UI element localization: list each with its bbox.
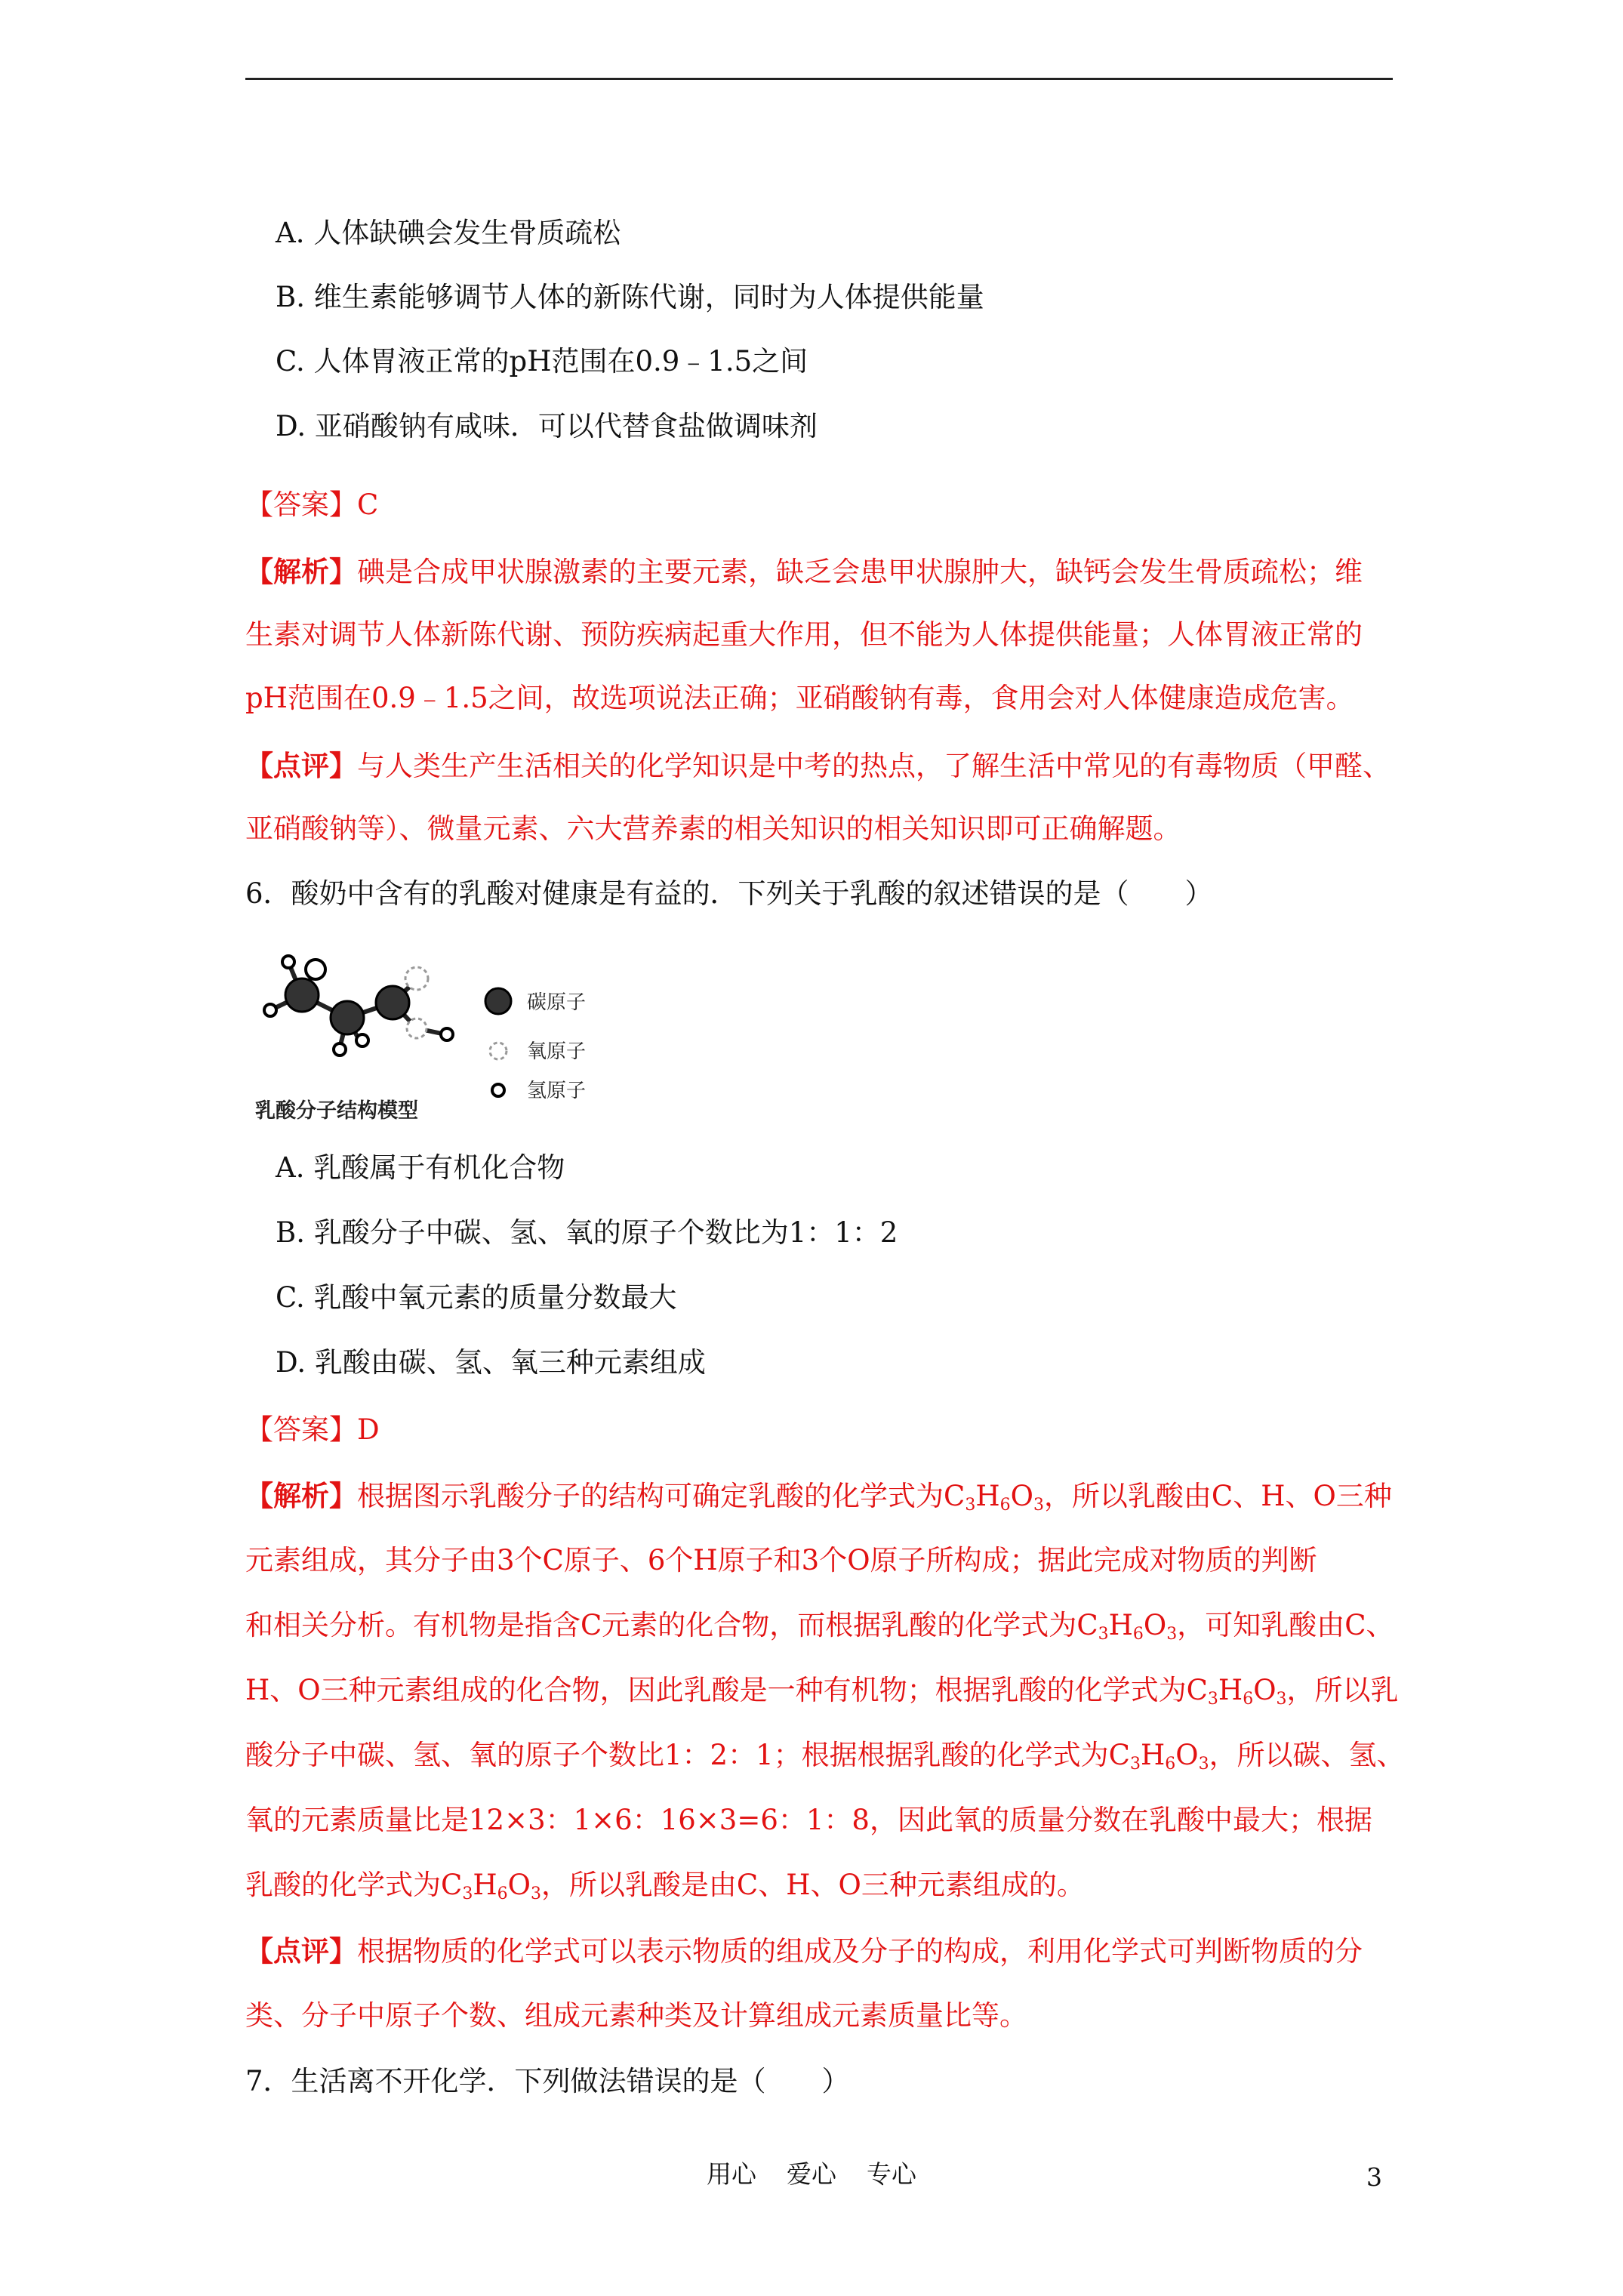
footer-word-1: 用心 bbox=[707, 2159, 756, 2189]
q6-analysis-line-1: 【解析】根据图示乳酸分子的结构可确定乳酸的化学式为$C_3H_6O_3$，所以乳酸由C、H、O三种 bbox=[245, 1479, 1392, 1515]
comment-text: 与人类生产生活相关的化学知识是中考的热点，了解生活中常见的有毒物质（甲醛、 bbox=[357, 750, 1390, 782]
q6-analysis-line-5: 酸分子中碳、氢、氧的原子个数比1：2：1；根据根据乳酸的化学式为$C_3H_6O_3$，所以碳、氢、 bbox=[245, 1739, 1405, 1774]
q5-option-a: A. 人体缺碘会发生骨质疏松 bbox=[276, 217, 621, 249]
q5-option-c: C. 人体胃液正常的pH范围在0.9﹣1.5之间 bbox=[276, 345, 808, 378]
q6-comment-line-2: 类、分子中原子个数、组成元素种类及计算组成元素质量比等。 bbox=[245, 1999, 1027, 2032]
legend-oxygen: 氧原子 bbox=[527, 1040, 587, 1063]
analysis-tag: 【解析】 bbox=[245, 555, 357, 588]
chemical-formula: $C_3H_6O_3$ bbox=[1076, 1609, 1178, 1644]
footer-word-2: 爱心 bbox=[787, 2159, 836, 2189]
q5-option-d: D. 亚硝酸钠有咸味．可以代替食盐做调味剂 bbox=[276, 410, 818, 442]
answer-tag: 【答案】 bbox=[245, 1413, 357, 1446]
q5-comment-line-1 bbox=[245, 746, 1393, 786]
q6-option-d: D. 乳酸由碳、氢、氧三种元素组成 bbox=[276, 1346, 706, 1379]
analysis-text: 碘是合成甲状腺激素的主要元素，缺乏会患甲状腺肿大，缺钙会发生骨质疏松；维 bbox=[357, 556, 1363, 588]
q6-analysis-line-7: 乳酸的化学式为$C_3H_6O_3$，所以乳酸是由C、H、O三种元素组成的。 bbox=[245, 1869, 1085, 1903]
chemical-formula: $C_3H_6O_3$ bbox=[1186, 1674, 1287, 1709]
figure-caption: 乳酸分子结构模型 bbox=[255, 1099, 418, 1123]
q5-analysis-line-1 bbox=[245, 552, 1393, 592]
q5-answer bbox=[245, 485, 1393, 525]
answer-value: D bbox=[357, 1413, 380, 1446]
answer-tag: 【答案】 bbox=[245, 488, 357, 521]
q5-analysis-line-2: 生素对调节人体新陈代谢、预防疾病起重大作用，但不能为人体提供能量；人体胃液正常的 bbox=[245, 618, 1363, 651]
chemical-formula: $C_3H_6O_3$ bbox=[944, 1480, 1044, 1515]
q7-stem: 7．生活离不开化学．下列做法错误的是（ ） bbox=[245, 2065, 850, 2097]
legend-hydrogen: 氢原子 bbox=[527, 1080, 587, 1102]
chemical-formula: $C_3H_6O_3$ bbox=[1108, 1739, 1209, 1774]
q6-answer bbox=[245, 1410, 1393, 1450]
lactic-acid-model-figure bbox=[249, 950, 627, 1130]
q6-analysis-line-2: 元素组成，其分子由3个C原子、6个H原子和3个O原子所构成；据此完成对物质的判断 bbox=[245, 1544, 1317, 1576]
molecule-diagram bbox=[249, 950, 627, 1130]
q6-analysis-line-3: 和相关分析。有机物是指含C元素的化合物，而根据乳酸的化学式为$C_3H_6O_3$，可知乳酸由C、 bbox=[245, 1609, 1394, 1644]
chemical-formula: $C_3H_6O_3$ bbox=[441, 1869, 541, 1903]
page-number: 3 bbox=[1366, 2162, 1382, 2192]
header-rule bbox=[245, 78, 1393, 80]
analysis-tag: 【解析】 bbox=[245, 1479, 357, 1512]
q5-comment-line-2: 亚硝酸钠等）、微量元素、六大营养素的相关知识的相关知识即可正确解题。 bbox=[245, 812, 1181, 845]
q6-comment-line-1 bbox=[245, 1931, 1393, 1971]
q6-option-a: A. 乳酸属于有机化合物 bbox=[276, 1151, 565, 1184]
q6-analysis-line-6: 氧的元素质量比是12×3：1×6：16×3=6：1：8，因此氧的质量分数在乳酸中最大；根据 bbox=[245, 1804, 1372, 1836]
comment-tag: 【点评】 bbox=[245, 1934, 357, 1968]
footer-word-3: 专心 bbox=[867, 2159, 916, 2189]
comment-text: 根据物质的化学式可以表示物质的组成及分子的构成，利用化学式可判断物质的分 bbox=[357, 1935, 1363, 1968]
q6-option-c: C. 乳酸中氧元素的质量分数最大 bbox=[276, 1281, 677, 1314]
q5-analysis-line-3: pH范围在0.9﹣1.5之间，故选项说法正确；亚硝酸钠有毒，食用会对人体健康造成危害。 bbox=[245, 682, 1354, 714]
q6-stem: 6．酸奶中含有的乳酸对健康是有益的．下列关于乳酸的叙述错误的是（ ） bbox=[245, 877, 1213, 910]
q6-option-b: B. 乳酸分子中碳、氢、氧的原子个数比为1：1：2 bbox=[276, 1216, 898, 1249]
comment-tag: 【点评】 bbox=[245, 749, 357, 782]
legend-carbon: 碳原子 bbox=[527, 991, 587, 1014]
analysis-text: 根据图示乳酸分子的结构可确定乳酸的化学式为 bbox=[357, 1480, 944, 1512]
q5-option-b: B. 维生素能够调节人体的新陈代谢，同时为人体提供能量 bbox=[276, 281, 984, 313]
q6-analysis-line-4: H、O三种元素组成的化合物，因此乳酸是一种有机物；根据乳酸的化学式为$C_3H_6O_3$，所以乳 bbox=[245, 1674, 1399, 1709]
answer-value: C bbox=[357, 488, 379, 521]
